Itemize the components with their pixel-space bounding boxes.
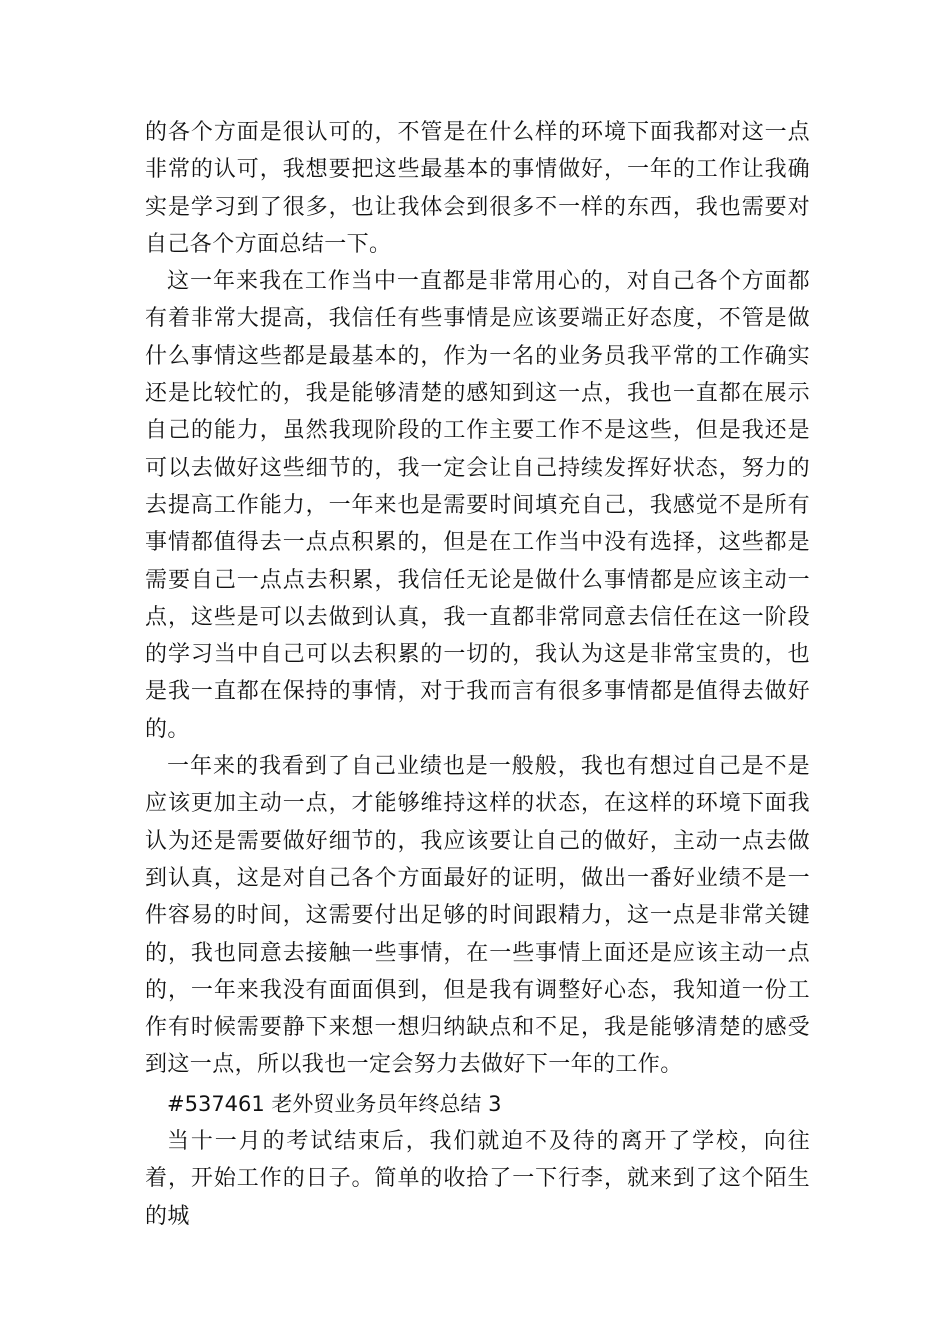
- paragraph-2: 这一年来我在工作当中一直都是非常用心的，对自己各个方面都有着非常大提高，我信任有些事情是应该要端正好态度，不管是做什么事情这些都是最基本的，作为一名的业务员我平常的工作确实还是比较忙的，我是能够清楚的感知到这一点，我也一直都在展示自己的能力，虽然我现阶段的工作主要工作不是这些，但是我还是可以去做好这些细节的，我一定会让自己持续发挥好状态，努力的去提高工作能力，一年来也是需要时间填充自己，我感觉不是所有事情都值得去一点点积累的，但是在工作当中没有选择，这些都是需要自己一点点去积累，我信任无论是做什么事情都是应该主动一点，这些是可以去做到认真，我一直都非常同意去信任在这一阶段的学习当中自己可以去积累的一切的，我认为这是非常宝贵的，也是我一直都在保持的事情，对于我而言有很多事情都是值得去做好的。: [145, 269, 810, 742]
- paragraph-1: 的各个方面是很认可的，不管是在什么样的环境下面我都对这一点非常的认可，我想要把这些最基本的事情做好，一年的工作让我确实是学习到了很多，也让我体会到很多不一样的东西，我也需要对自己各个方面总结一下。: [145, 120, 810, 257]
- section-heading: #537461 老外贸业务员年终总结 3: [167, 1091, 502, 1116]
- paragraph-3: 一年来的我看到了自己业绩也是一般般，我也有想过自己是不是应该更加主动一点，才能够维持这样的状态，在这样的环境下面我认为还是需要做好细节的，我应该要让自己的做好，主动一点去做到认真，这是对自己各个方面最好的证明，做出一番好业绩不是一件容易的时间，这需要付出足够的时间跟精力，这一点是非常关键的，我也同意去接触一些事情，在一些事情上面还是应该主动一点的，一年来我没有面面俱到，但是我有调整好心态，我知道一份工作有时候需要静下来想一想归纳缺点和不足，我是能够清楚的感受到这一点，所以我也一定会努力去做好下一年的工作。: [145, 754, 810, 1078]
- document-body: [145, 114, 810, 1235]
- paragraph-4: 当十一月的考试结束后，我们就迫不及待的离开了学校，向往着，开始工作的日子。简单的收拾了一下行李，就来到了这个陌生的城: [145, 1129, 810, 1229]
